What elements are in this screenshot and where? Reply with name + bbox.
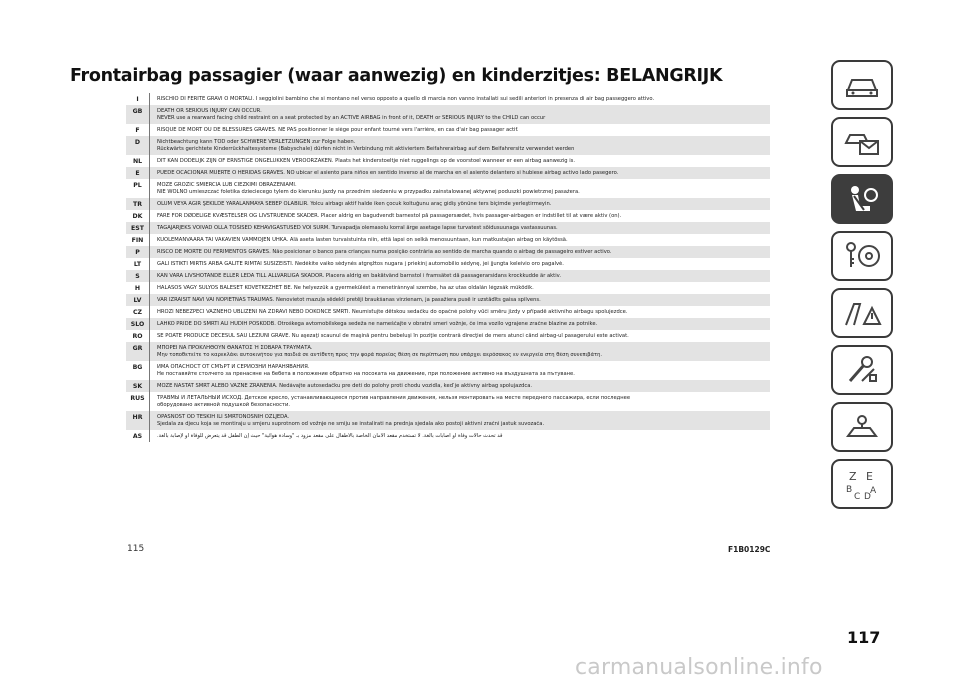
table-row	[126, 270, 770, 282]
page-number: 117	[847, 628, 881, 647]
warning-line: FARE FOR DØDELIGE KVÆSTELSER OG LIVSTRUENDE SKADER. Placer aldrig en bagudvendt barnestol på passagersædet, hvis passager-airbagen er indstillet til at være aktiv (on).	[157, 213, 622, 219]
warning-line: ÖLÜM VEYA AĞIR ŞEKİLDE YARALANMAYA SEBEP OLABİLİR. Yolcu airbagı aktif halde iken çocuk koltuğunu araç gidiş yönüne ters biçimde yerleştirmeyin.	[157, 201, 552, 207]
table-row	[126, 234, 770, 246]
table-row	[126, 411, 770, 430]
svg-text:E: E	[866, 470, 873, 483]
section-heading: Frontairbag passagier (waar aanwezig) en kinderzitjes: BELANGRIJK	[70, 66, 723, 86]
warning-line: MOŻE GROZIĆ ŚMIERCIA LUB CIEŻKIMI OBRAŻENIAMI.	[157, 182, 297, 188]
tab-maintenance[interactable]	[831, 345, 893, 395]
warning-line: PUEDE OCACIONAR MUERTE O HERIDAS GRAVES. NO ubicar el asiento para niños en sentido inverso al de marcha en el asiento delantero si hubiese airbag activo lado pasegero.	[157, 170, 619, 176]
language-code: CZ	[126, 306, 150, 318]
warning-line: قد تحدث حالات وفاة أو اصابات بالغة. لا تستخدم مقعد الأمان الخاصة بالأطفال على مقعد مزود بـ "وسادة هوائية" حيث إن الطفل قد يتعرض للوفاة أو لإصابة بالغة.	[157, 433, 503, 439]
warning-line: LAHKO PRIDE DO SMRTI ALI HUDIH POŠKODB. Otroškega avtomobilskega sedeža ne nameščajte v obratni smeri vožnje, če ima vozilo vgrajene zračne blazine za potnike.	[157, 321, 598, 327]
warning-line: ТРАВМЫ И ЛЕТАЛЬНЫЙ ИСХОД. Детское кресло, устанавливающееся против направления движения, нельзя монтировать на месте переднего пассажира, если последнее	[157, 395, 631, 401]
warning-text	[150, 155, 770, 167]
table-row	[126, 361, 770, 380]
warning-line: SE POATE PRODUCE DECESUL SAU LEZIUNI GRAVE. Nu aşezaţi scaunul de maşină pentru bebeluşi în poziţie contrară direcţiei de mers atunci când airbag-ul pasagerului este activat.	[157, 333, 629, 339]
warning-text	[150, 361, 770, 380]
warning-text	[150, 222, 770, 234]
warning-line: DEATH OR SERIOUS INJURY CAN OCCUR.	[157, 108, 262, 114]
wrench-car-icon	[842, 410, 882, 444]
warning-text	[150, 105, 770, 124]
tab-dashboard[interactable]	[831, 60, 893, 110]
airbag-seat-icon	[842, 182, 882, 216]
table-row	[126, 306, 770, 318]
warning-line: HROZÍ NEBEZPEČÍ VÁŽNÉHO UBLÍŽENÍ NA ZDRAVÍ NEBO DOKONCE SMRTI. Neumisťujte dětskou sedačku do opačné polohy vůči směru jízdy v případě aktivního airbagu spolujezdce.	[157, 309, 628, 315]
warning-text	[150, 270, 770, 282]
svg-text:B: B	[846, 485, 853, 495]
warning-line: OPASNOST OD TEŠKIH ILI SMRTONOSNIH OZLJEDA.	[157, 414, 290, 420]
language-code: PL	[126, 179, 150, 198]
warning-line: Rückwärts gerichtete Kinderrückhaltesysteme (Babyschale) dürfen nicht in Verbindung mit aktiviertem Beifahrerairbag auf dem Beifahrersitz verwendet werden	[157, 146, 575, 152]
warning-text	[150, 234, 770, 246]
table-row	[126, 330, 770, 342]
warning-text	[150, 246, 770, 258]
language-code: RO	[126, 330, 150, 342]
language-code: FIN	[126, 234, 150, 246]
table-row	[126, 246, 770, 258]
warning-text	[150, 430, 770, 442]
warning-text	[150, 167, 770, 179]
figure-code: F1B0129C	[728, 545, 771, 554]
warning-text	[150, 93, 770, 105]
table-row	[126, 124, 770, 136]
tab-lights[interactable]	[831, 117, 893, 167]
language-code: GR	[126, 342, 150, 361]
tab-technical[interactable]	[831, 402, 893, 452]
table-row	[126, 392, 770, 411]
language-code: D	[126, 136, 150, 155]
language-code: SK	[126, 380, 150, 392]
language-code: SLO	[126, 318, 150, 330]
warning-text	[150, 179, 770, 198]
warning-line: TAGAJÄRJEKS VÕIVAD OLLA TÕSISED KEHAVIGASTUSED VÕI SURM. Turvapadja olemasolu korral ärge asetage lapse turvatest sõidusuunaga vastassuunas.	[157, 225, 558, 231]
svg-text:Z: Z	[849, 470, 857, 483]
language-code: H	[126, 282, 150, 294]
warning-line: NEVER use a rearward facing child restraint on a seat protected by an ACTIVE AIRBAG in front of it, DEATH or SERIOUS INJURY to the CHILD can occur	[157, 115, 546, 121]
table-row	[126, 210, 770, 222]
warning-line: HALÁSOS VAGY SÚLYOS BALESET KÖVETKEZHET BE. Ne helyezzük a gyermekülést a menetiránnyal szembe, ha az utas oldalán légzsák működik.	[157, 285, 534, 291]
language-code: E	[126, 167, 150, 179]
language-code: I	[126, 93, 150, 105]
svg-text:C: C	[854, 492, 861, 501]
svg-text:D: D	[864, 492, 871, 501]
warning-table	[126, 93, 770, 442]
road-warning-icon	[842, 296, 882, 330]
language-code: S	[126, 270, 150, 282]
dashboard-car-icon	[842, 68, 882, 102]
language-code: LV	[126, 294, 150, 306]
key-steering-icon	[842, 239, 882, 273]
warning-line: DIT KAN DODELIJK ZIJN OF ERNSTIGE ONGELUKKEN VEROORZAKEN. Plaats het kinderstoeltje niet ruggelings op de voorstoel wanneer er een airbag aanwezig is.	[157, 158, 575, 164]
warning-text	[150, 282, 770, 294]
warning-line: RISCHIO DI FERITE GRAVI O MORTALI. I seggiolini bambino che si montano nel verso opposto a quello di marcia non vanno installati sui sedili anteriori in presenza di air bag passeggero attivo.	[157, 96, 655, 102]
warning-text	[150, 124, 770, 136]
table-row	[126, 222, 770, 234]
table-row	[126, 294, 770, 306]
warning-line: GALI IŠTIKTI MIRTIS ARBA GALITE RIMTAI SUSIŽEISTI. Nedėkite vaiko sėdynės atgręžtos nugara į priekinį automobilio sėdynę, jei įjungta keleivio oro pagalvė.	[157, 261, 564, 267]
tab-emergency[interactable]	[831, 288, 893, 338]
car-mail-icon	[842, 125, 882, 159]
warning-line: оборудовано активной подушкой безопасности.	[157, 402, 290, 408]
language-code: P	[126, 246, 150, 258]
warning-text	[150, 318, 770, 330]
chapter-sidebar	[829, 60, 901, 516]
language-code: EST	[126, 222, 150, 234]
warning-text	[150, 392, 770, 411]
table-row	[126, 93, 770, 105]
warning-text	[150, 210, 770, 222]
language-code: GB	[126, 105, 150, 124]
warning-text	[150, 136, 770, 155]
table-row	[126, 105, 770, 124]
warning-line: MÔŽE NASTAŤ SMRŤ ALEBO VÁŽNE ZRANENIA. Nedávajte autosedačku pre deti do polohy proti chodu vozidla, keď je aktívny airbag spolujazdca.	[157, 383, 533, 389]
language-code: TR	[126, 198, 150, 210]
language-code: DK	[126, 210, 150, 222]
tab-index[interactable]	[831, 459, 893, 509]
table-row	[126, 258, 770, 270]
warning-text	[150, 380, 770, 392]
warning-line: VAR IZRAISĪT NĀVI VAI NOPIETNAS TRAUMAS. Nenovietot mazuļa sēdekli pretēji braukšanas virzienam, ja pasažiera pusē ir uzstādīts gaisa spilvens.	[157, 297, 541, 303]
warning-line: Не поставяйте столчето за пренасяне на бебета в положение обратно на посоката на движение, при положение активно на въздушната за пътуване.	[157, 371, 575, 377]
language-code: AS	[126, 430, 150, 442]
language-code: F	[126, 124, 150, 136]
table-row	[126, 179, 770, 198]
warning-line: Sjedala za djecu koja se montiraju u smjeru suprotnom od vožnje ne smiju se instalirati na prednja sjedala ako postoji aktivni zračni jastuk suvozača.	[157, 421, 545, 427]
watermark-text: carmanualsonline.info	[575, 655, 823, 680]
table-row	[126, 342, 770, 361]
language-code: HR	[126, 411, 150, 430]
warning-text	[150, 198, 770, 210]
warning-line: ИМА ОПАСНОСТ ОТ СМЪРТ И СЕРИОЗНИ НАРАНЯВАНИЯ.	[157, 364, 310, 370]
table-row	[126, 198, 770, 210]
warning-text	[150, 258, 770, 270]
language-code: RUS	[126, 392, 150, 411]
table-row	[126, 167, 770, 179]
warning-text	[150, 411, 770, 430]
page-number-small: 115	[127, 544, 145, 554]
language-code: LT	[126, 258, 150, 270]
language-code: BG	[126, 361, 150, 380]
tab-safety[interactable]	[831, 174, 893, 224]
tools-icon	[842, 353, 882, 387]
warning-line: KAN VARA LIVSHOTANDE ELLER LEDA TILL ALLVARLIGA SKADOR. Placera aldrig en bakåtvänd barnstol i framsätet då passagerarsidans krockkudde är aktiv.	[157, 273, 561, 279]
warning-line: RISCO DE MORTE OU FERIMENTOS GRAVES. Não posicionar o banco para crianças numa posição contrária ao sentido de marcha quando o airbag de passageiro estiver activo.	[157, 249, 612, 255]
warning-line: Nichtbeachtung kann TOD oder SCHWERE VERLETZUNGEN zur Folge haben.	[157, 139, 356, 145]
warning-line: RISQUE DE MORT OU DE BLESSURES GRAVES. NE PAS positionner le siège pour enfant tourné vers l'arrière, en cas d'air bag passager actif.	[157, 127, 519, 133]
warning-line: NIE WOLNO umieszczać foletika dzieciecego tylem do kierunku jazdy na przednim siedzeniu w przypadku zainstalowanej aktywnej poduszki powietrznej pasażera.	[157, 189, 580, 195]
table-row	[126, 136, 770, 155]
tab-starting[interactable]	[831, 231, 893, 281]
warning-text	[150, 306, 770, 318]
warning-text	[150, 330, 770, 342]
warning-text	[150, 294, 770, 306]
warning-line: KUOLEMANVAARA TAI VAKAVIEN VAMMOJEN UHKA. Älä aseta lasten turvaistuinta niin, että lapsi on selkä menosuuntaan, kun matkustajan airbag on käytössä.	[157, 237, 568, 243]
language-code: NL	[126, 155, 150, 167]
svg-text:A: A	[870, 486, 877, 496]
table-row	[126, 380, 770, 392]
warning-text	[150, 342, 770, 361]
warning-line: ΜΠΟΡΕΙ ΝΑ ΠΡΟΚΛΗΘΟΥΝ ΘΑΝΑΤΟΣ Ή ΣΟΒΑΡΑ ΤΡΑΥΜΑΤΑ.	[157, 345, 313, 351]
table-row	[126, 282, 770, 294]
table-row	[126, 318, 770, 330]
alphabet-index-icon	[842, 467, 882, 501]
warning-line: Μην τοποθετείτε το καρεκλάκι αυτοκινήτου για παιδιά σε αντίθετη προς την φορά πορείας θέση σε περίπτωση που υπάρχει αερόσακος εν ενεργεία στη θέση συνεπιβάτη.	[157, 352, 603, 358]
table-row	[126, 430, 770, 442]
table-row	[126, 155, 770, 167]
